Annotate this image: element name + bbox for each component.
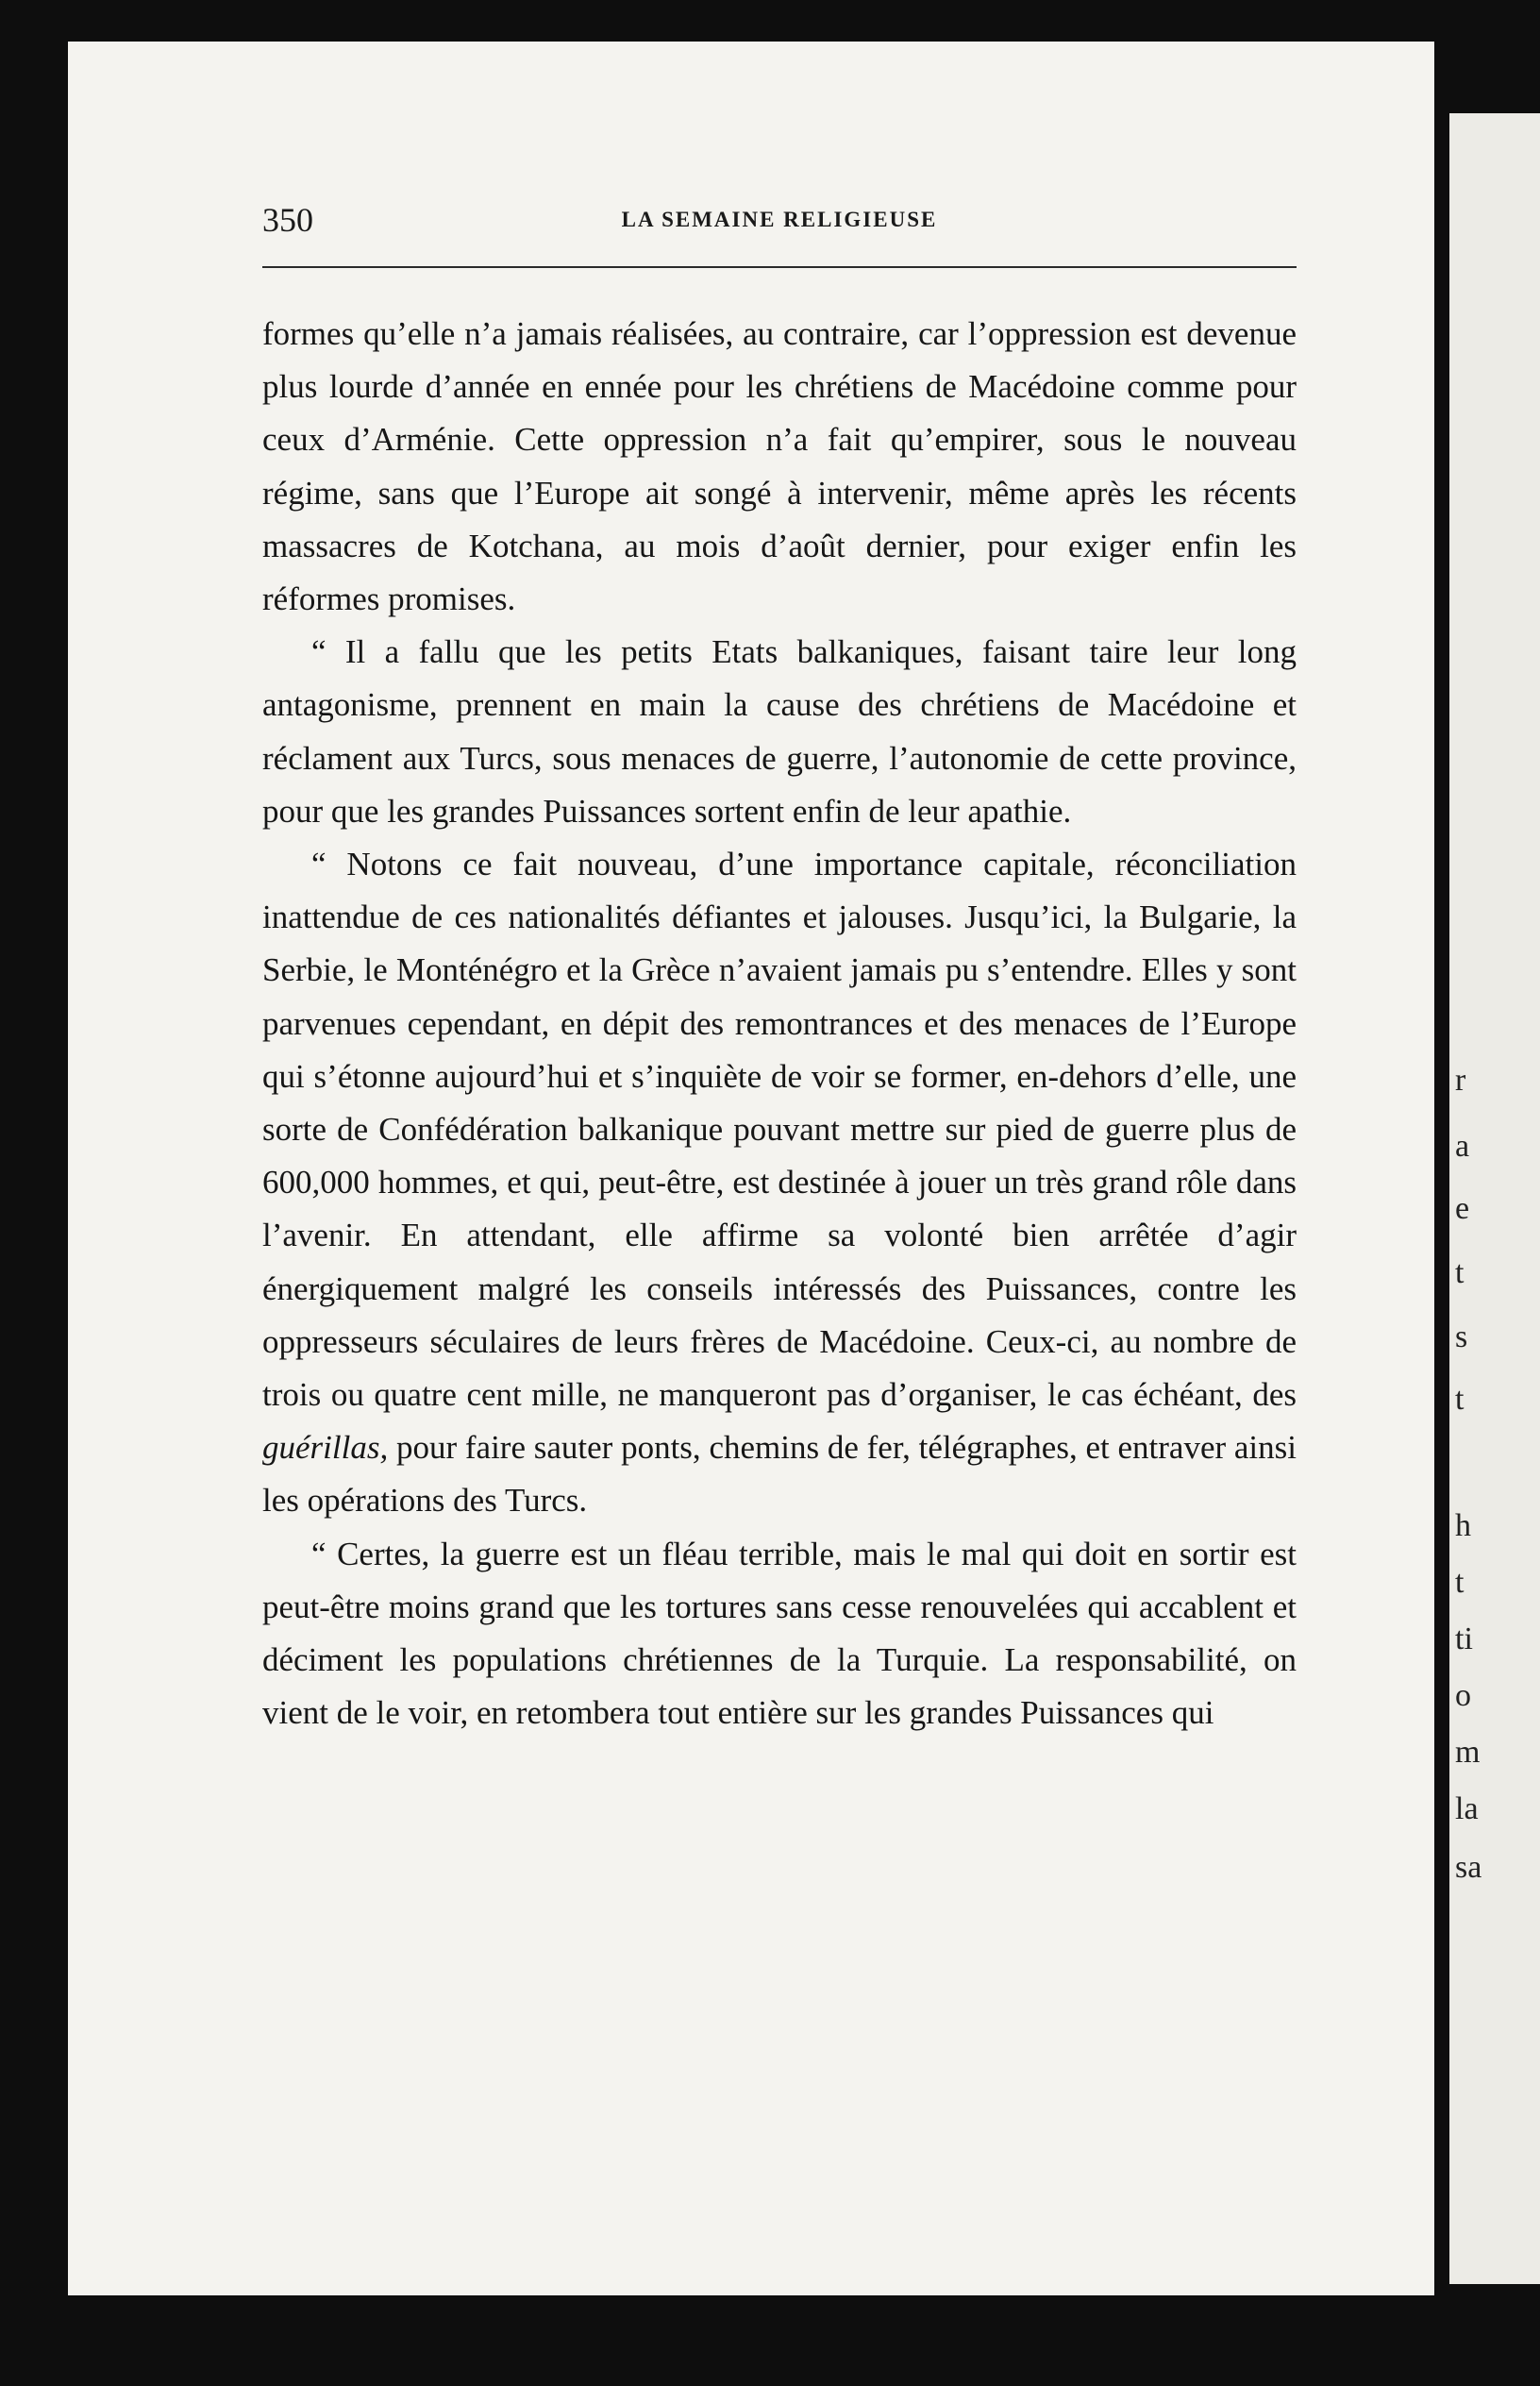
running-title: LA SEMAINE RELIGIEUSE: [621, 208, 938, 231]
adjacent-fragment: ti: [1455, 1621, 1473, 1656]
paragraph-text: pour faire sauter ponts, chemins de fer, télégraphes, et entraver ainsi les opérations des Turcs.: [262, 1429, 1297, 1520]
adjacent-fragment: la: [1455, 1791, 1479, 1826]
page-header: [262, 200, 1297, 242]
adjacent-page-edge: [1449, 113, 1540, 2284]
paragraph: formes qu’elle n’a jamais réalisées, au contraire, car l’oppression est devenue plus lourde d’année en ennée pour les chrétiens de Macédoine comme pour ceux d’Arménie. Cette oppression n’a fait qu’empirer, sous le nouveau régime, sans que l’Europe ait songé à intervenir, même après les récents massacres de Kotchana, au mois d’août dernier, pour exiger enfin les réformes promises.: [262, 315, 1297, 618]
adjacent-fragment: m: [1455, 1735, 1481, 1770]
adjacent-fragment: e: [1455, 1191, 1470, 1226]
italic-word: guérillas,: [262, 1429, 389, 1467]
adjacent-fragment: t: [1455, 1565, 1465, 1600]
paragraph: “ Certes, la guerre est un fléau terrible, mais le mal qui doit en sortir est peut-être moins grand que les tortures sans cesse renouvelées qui accablent et déciment les populations chrétiennes de la Turquie. La responsabilité, on vient de le voir, en retombera tout entière sur les grandes Puissances qui: [262, 1535, 1297, 1732]
adjacent-fragment: a: [1455, 1129, 1470, 1164]
adjacent-fragment: s: [1455, 1319, 1468, 1354]
adjacent-fragment: o: [1455, 1678, 1471, 1713]
paragraph: “ Il a fallu que les petits Etats balkaniques, faisant taire leur long antagonisme, prennent en main la cause des chrétiens de Macédoine et réclament aux Turcs, sous menaces de guerre, l’autonomie de cette province, pour que les grandes Puissances sortent enfin de leur apathie.: [262, 633, 1297, 830]
adjacent-fragment: r: [1455, 1063, 1466, 1098]
paragraph-text: “ Notons ce fait nouveau, d’une importance capitale, réconciliation inattendue de ces nationalités défiantes et jalouses. Jusqu’ici, la Bulgarie, la Serbie, le Monténégro et la Grèce n’avaient jamais pu s’entendre. Elles y sont parvenues cependant, en dépit des remontrances et des menaces de l’Europe qui s’étonne aujourd’hui et s’inquiète de voir se former, en-dehors d’elle, une sorte de Confédération balkanique pouvant mettre sur pied de guerre plus de 600,000 hommes, et qui, peut-être, est destinée à jouer un très grand rôle dans l’avenir. En attendant, elle affirme sa volonté bien arrêtée d’agir énergiquement malgré les conseils intéressés des Puissances, contre les oppresseurs séculaires de leurs frères de Macédoine. Ceux-ci, au nombre de trois ou quatre cent mille, ne manqueront pas d’organiser, le cas échéant, des: [262, 846, 1297, 1414]
paragraph: [262, 838, 1297, 1528]
adjacent-fragment: h: [1455, 1508, 1471, 1543]
adjacent-fragment: t: [1455, 1255, 1465, 1290]
header-rule: [262, 266, 1297, 268]
adjacent-fragment: t: [1455, 1382, 1465, 1417]
body-text: [262, 308, 1297, 1739]
page-number: 350: [262, 201, 313, 239]
adjacent-fragment: sa: [1455, 1850, 1482, 1885]
